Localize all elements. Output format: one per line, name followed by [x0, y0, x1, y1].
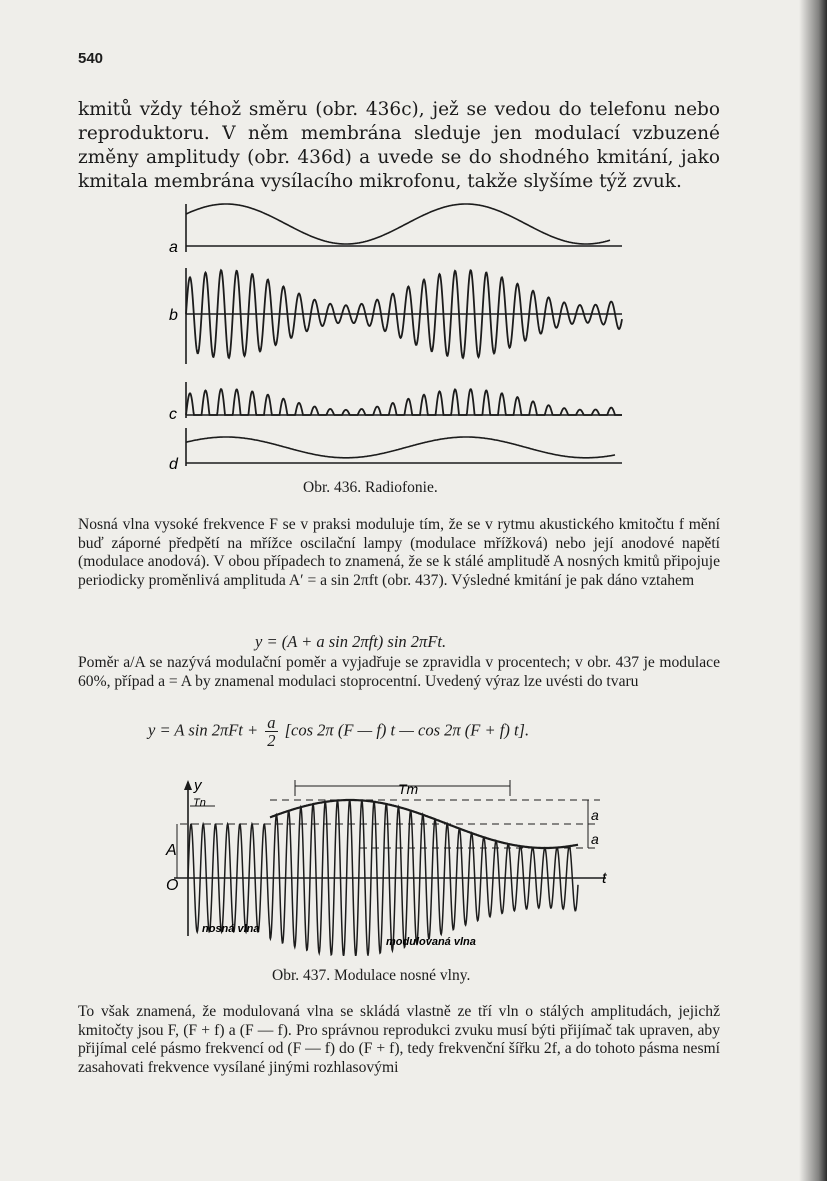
page-edge-shadow [799, 0, 827, 1181]
figure-436-radiofonie [160, 196, 630, 476]
fig437-label-y: y [194, 777, 202, 794]
figure-437-modulation [160, 776, 620, 956]
formula-2 [148, 714, 529, 749]
fig437-label-t: t [602, 870, 607, 887]
fig436-a-modulating-wave [186, 204, 610, 244]
body-paragraph-1: Nosná vlna vysoké frekvence F se v praksi moduluje tím, že se v rytmu akustického kmitočtu f mění buď záporné předpětí na mřížce oscilační lampy (modulace mřížková) nebo její anodové napětí (modulace anodová). V obou případech to znamená, že se k stálé amplitudě A nosných kmitů připojuje periodicky proměnlivá amplituda A′ = a sin 2πft (obr. 437). Výsledné kmitání je pak dáno vztahem [78, 516, 720, 589]
fig437-label-carrier: nosná vlna [202, 923, 260, 935]
intro-paragraph: kmitů vždy téhož směru (obr. 436c), jež se vedou do telefonu nebo reproduktoru. V něm membrána sleduje jen modulací vzbuzené změny amplitudy (obr. 436d) a uvede se do shodného kmitání, jako kmitala membrána vysílacího mikrofonu, takže slyšíme týž zvuk. [78, 99, 720, 192]
formula-2-left: y = A sin 2πFt + [148, 720, 259, 740]
fig437-label-A: A [166, 842, 177, 859]
fig436-label-c: c [169, 406, 177, 423]
body-paragraph-3: To však znamená, že modulovaná vlna se skládá vlastně ze tří vln o stálých amplitudách, jejichž kmitočty jsou F, (F + f) a (F — f). Pro správnou reprodukci zvuku musí býti přijímač tak upraven, aby přijímal celé pásmo frekvencí od (F — f) do (F + f), tedy frekvenční šířku 2f, a do tohoto pásma nesmí zasahovati frekvence vysílané jinými rozhlasovými [78, 1003, 720, 1076]
fig437-label-a1: a [591, 807, 599, 823]
formula-2-right: [cos 2π (F — f) t — cos 2π (F + f) t]. [284, 720, 530, 740]
fig436-label-b: b [169, 307, 178, 324]
body-paragraph-2: Poměr a/A se nazývá modulační poměr a vyjadřuje se zpravidla v procentech; v obr. 437 je modulace 60%, případ a = A by znamenal modulaci stoprocentní. Uvedený výraz lze uvésti do tvaru [78, 654, 720, 690]
fig436-d-envelope [186, 437, 615, 458]
figure-436-caption: Obr. 436. Radiofonie. [303, 479, 438, 496]
fig436-label-d: d [169, 456, 178, 473]
fig437-label-tm: Tm [398, 781, 419, 797]
formula-2-numerator: a [267, 713, 276, 732]
fig436-c-rectified-wave [186, 389, 622, 415]
formula-2-denominator: 2 [267, 731, 276, 750]
page-number: 540 [78, 50, 104, 67]
fig437-label-modulated: modulovaná vlna [386, 936, 476, 948]
fig436-label-a: a [169, 239, 178, 256]
fig437-label-O: O [166, 877, 179, 894]
formula-2-fraction [265, 714, 277, 749]
fig437-y-arrow [184, 780, 192, 790]
fig437-label-a2: a [591, 831, 599, 847]
figure-437-caption: Obr. 437. Modulace nosné vlny. [272, 967, 471, 984]
formula-1: y = (A + a sin 2πft) sin 2πFt. [255, 632, 447, 651]
fig437-label-tn: Tn [193, 797, 206, 809]
